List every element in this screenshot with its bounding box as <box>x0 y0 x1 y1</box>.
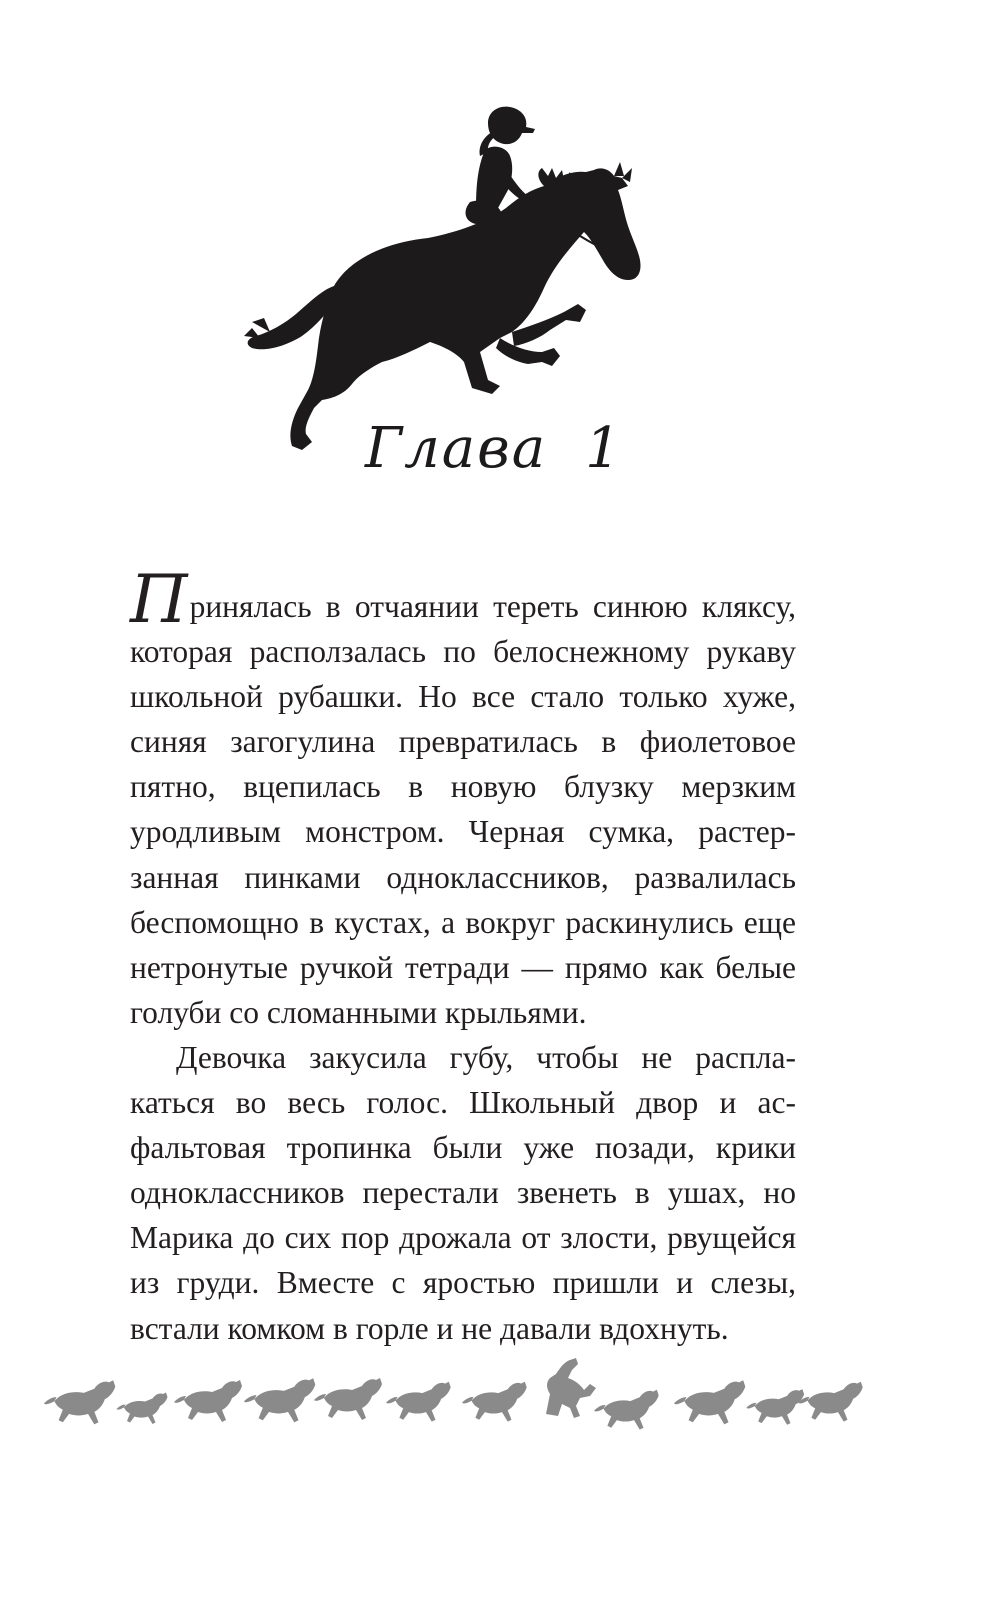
chapter-heading-number: 1 <box>585 416 623 481</box>
text-line: Марика до сих пор дрожала от злости, рвущейся <box>130 1220 796 1256</box>
drop-cap-letter: П <box>130 561 188 638</box>
text-line: пятно, вцепилась в новую блузку мерзким <box>130 769 796 805</box>
text-line: еще нетронутые ручкой тетради — прямо как <box>130 904 796 985</box>
text-line: уродливым монстром. Черная сумка, растер- <box>130 814 796 850</box>
text-line: из груди. Вместе с яростью пришли и слезы, <box>130 1265 796 1301</box>
text-line: фальтовая тропинка были уже позади, крики <box>130 1130 796 1166</box>
chapter-heading <box>365 416 623 481</box>
chapter-body-text <box>130 561 797 1351</box>
text-line: встали комком в горле и не давали вдохнуть. <box>130 1310 729 1346</box>
text-line: синяя загогулина превратилась в фиолетовое <box>130 724 796 760</box>
paragraph-1 <box>130 561 797 1035</box>
text-line: которая расползалась по белоснежному рукаву <box>130 634 796 670</box>
galloping-horses-border-icon <box>40 1354 870 1434</box>
chapter-heading-word: Глава <box>365 416 548 481</box>
text-line: Девочка закусила губу, чтобы не распла- <box>176 1039 796 1075</box>
text-line: белые голуби со сломанными крыльями. <box>130 949 797 1030</box>
text-line: ринялась в отчаянии тереть синюю кляксу, <box>189 589 796 624</box>
paragraph-2 <box>130 1035 796 1351</box>
text-line: одноклассников перестали звенеть в ушах, но <box>130 1175 796 1211</box>
text-line: каться во весь голос. Школьный двор и ас- <box>130 1085 796 1121</box>
text-line: школьной рубашки. Но все стало только хуже, <box>130 679 796 715</box>
text-line: занная пинками одноклассников, развалилась <box>130 859 796 895</box>
text-line: беспомощно в кустах, а вокруг раскинулись <box>130 904 734 940</box>
horse-rider-jumping-silhouette-icon <box>230 90 660 470</box>
